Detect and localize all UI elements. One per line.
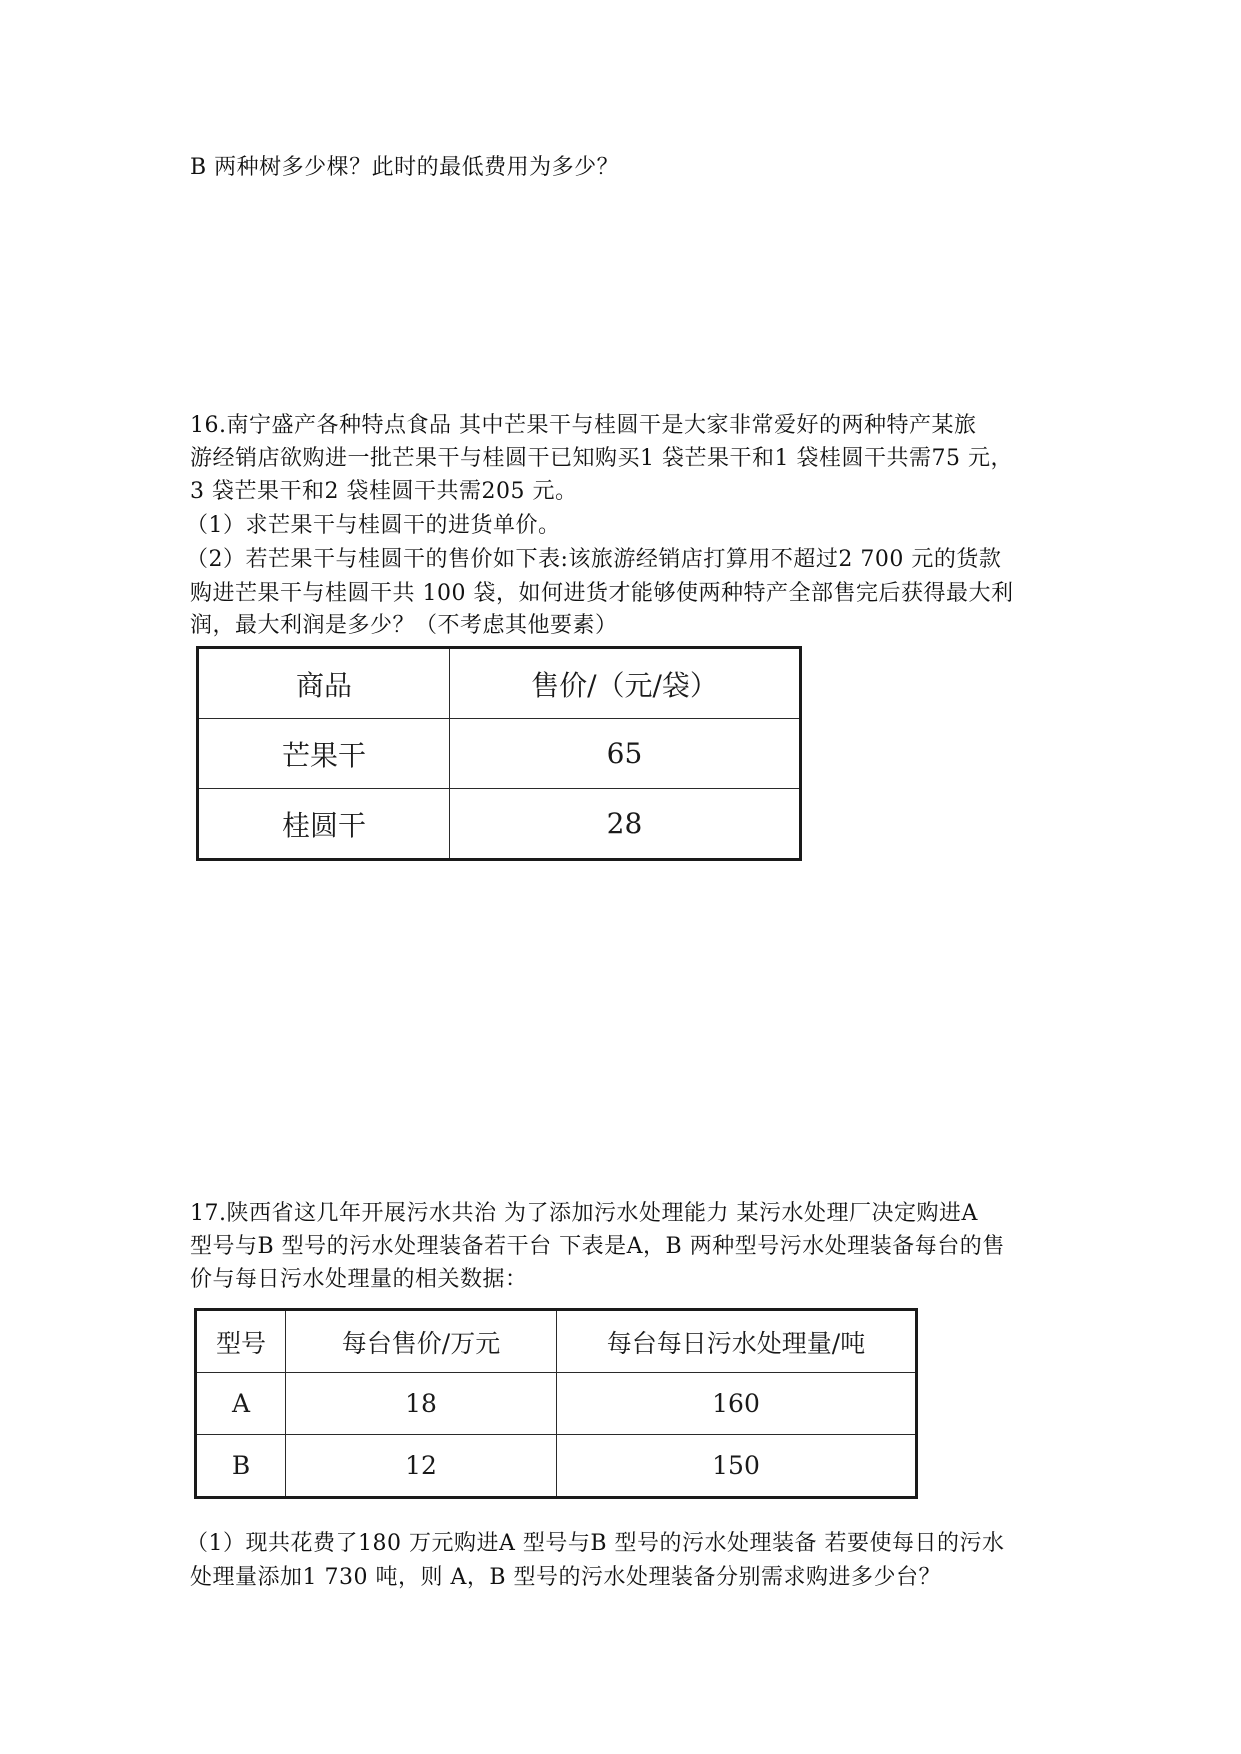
- question-16-part-2-line-3: 润，最大利润是多少？（不考虑其他要素）: [190, 613, 618, 638]
- table-header-cell: 商品: [198, 648, 450, 719]
- question-17-part-1-line-1: （1）现共花费了180 万元购进A 型号与B 型号的污水处理装备 若要使每日的污水: [186, 1531, 1005, 1556]
- table-cell: 160: [557, 1373, 917, 1435]
- question-16-part-2-line-2: 购进芒果干与桂圆干共 100 袋，如何进货才能够使两种特产全部售完后获得最大利: [190, 581, 1014, 606]
- table-cell: 桂圆干: [198, 789, 450, 860]
- table-cell: 150: [557, 1435, 917, 1498]
- question-17-part-1-line-2: 处理量添加1 730 吨，则 A，B 型号的污水处理装备分别需求购进多少台？: [190, 1565, 942, 1590]
- question-16-part-2-line-1: （2）若芒果干与桂圆干的售价如下表:该旅游经销店打算用不超过2 700 元的货款: [186, 547, 1002, 572]
- table-row: [198, 789, 801, 860]
- equipment-table: [194, 1308, 918, 1499]
- table-cell: 65: [450, 719, 801, 789]
- table-header-row: [196, 1310, 917, 1373]
- table-cell: A: [196, 1373, 286, 1435]
- table-header-cell: 每台每日污水处理量/吨: [557, 1310, 917, 1373]
- question-16-part-1: （1）求芒果干与桂圆干的进货单价。: [186, 513, 561, 538]
- question-17-line-1: 17.陕西省这几年开展污水共治 为了添加污水处理能力 某污水处理厂决定购进A: [190, 1201, 978, 1226]
- price-table: [196, 646, 802, 861]
- question-16-line-3: 3 袋芒果干和2 袋桂圆干共需205 元。: [190, 479, 578, 504]
- table-cell: 芒果干: [198, 719, 450, 789]
- table-cell: B: [196, 1435, 286, 1498]
- table-header-cell: 型号: [196, 1310, 286, 1373]
- question-16-line-1: 16.南宁盛产各种特点食品 其中芒果干与桂圆干是大家非常爱好的两种特产某旅: [190, 413, 977, 438]
- question-17-line-2: 型号与B 型号的污水处理装备若干台 下表是A，B 两种型号污水处理装备每台的售: [190, 1234, 1005, 1259]
- table-cell: 12: [286, 1435, 557, 1498]
- table-row: [196, 1373, 917, 1435]
- table-cell: 18: [286, 1373, 557, 1435]
- table-row: [198, 719, 801, 789]
- question-15-tail: B 两种树多少棵？此时的最低费用为多少？: [190, 155, 620, 180]
- table-cell: 28: [450, 789, 801, 860]
- table-header-cell: 每台售价/万元: [286, 1310, 557, 1373]
- question-16-line-2: 游经销店欲购进一批芒果干与桂圆干已知购买1 袋芒果干和1 袋桂圆干共需75 元，: [190, 446, 1013, 471]
- question-17-line-3: 价与每日污水处理量的相关数据：: [190, 1267, 528, 1292]
- table-header-cell: 售价/（元/袋）: [450, 648, 801, 719]
- table-row: [196, 1435, 917, 1498]
- table-header-row: [198, 648, 801, 719]
